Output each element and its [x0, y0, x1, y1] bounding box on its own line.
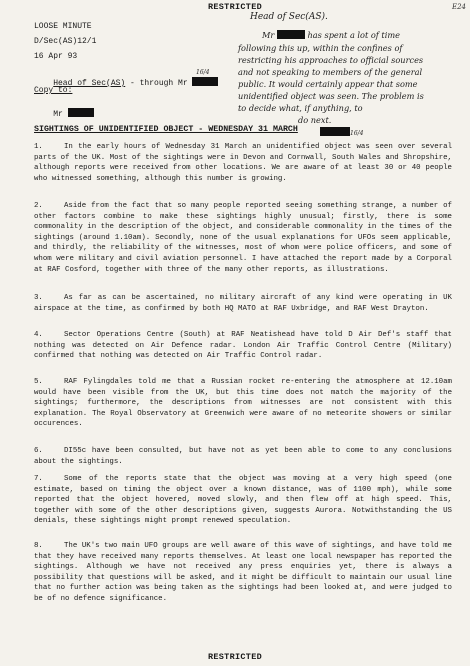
annotation-line: 16/4: [320, 127, 363, 137]
annotation-addressee: Head of Sec(AS).: [250, 12, 328, 22]
annotation-line: unidentified object was seen. The problem is: [238, 91, 424, 101]
paragraph-3: 3. As far as can be ascertained, no military aircraft of any kind were operating in UK airspace at the time, as confirmed by both HQ MATO at RAF Uxbridge, and RAF West Drayton.: [34, 294, 452, 313]
paragraph-7: 7. Some of the reports state that the object was moving at a very high speed (one estimate, based on timing the object over a known distance, was of 1100 mph), while some reported that the object hovered, moved slowly, and then flew off at high speed. This, together with some of the other descriptions given, suggests Aurora. Notwithstanding the US denials, these sightings might prompt renewed speculation.: [34, 475, 452, 526]
initials-annotation: 16/4: [196, 69, 210, 76]
classification-footer: RESTRICTED: [207, 652, 262, 662]
file-reference: D/Sec(AS)12/1: [34, 37, 97, 46]
minute-subject: SIGHTINGS OF UNIDENTIFIED OBJECT - WEDNESDAY 31 MARCH: [34, 125, 298, 134]
paragraph-6: 6. DI55c have been consulted, but have not as yet been able to come to any conclusions about the sightings.: [34, 447, 452, 466]
annotation-line: following this up, within the confines of: [238, 43, 403, 53]
minute-date: 16 Apr 93: [34, 52, 78, 61]
paragraph-1: 1. In the early hours of Wednesday 31 March an unidentified object was seen over several parts of the UK. Most of the sightings were in Devon and Cornwall, South Wales and Shropshire, although reports were received from other locations. We are aware of at least 30 or 40 people who witnessed something, although this number is growing.: [34, 143, 452, 183]
classification-header: RESTRICTED: [207, 2, 262, 12]
handwritten-annotation: [238, 12, 466, 142]
redaction: [68, 108, 94, 117]
paragraph-5: 5. RAF Fylingdales told me that a Russian rocket re-entering the atmosphere at 12.10am would have been visible from the UK, but this time does not match the majority of the sightings; furthermore, the descriptions from witnesses are not consistent with this explanation. The Royal Observatory at Greenwich were aware of no meteorite showers or similar occurences.: [34, 378, 452, 429]
addressee-line: Head of Sec(AS) - through Mr: [34, 68, 218, 97]
paragraph-4: 4. Sector Operations Centre (South) at RAF Neatishead have told D Air Def's staff that nothing was detected on Air Defence radar. London Air Traffic Control Centre (Military) confirmed that nothing was detected on Air Traffic Control radar.: [34, 331, 452, 361]
paragraph-8: 8. The UK's two main UFO groups are well aware of this wave of sightings, and have told me that they have received many reports themselves. At least one local newspaper has reported the sightings. Although we have not received any press enquiries yet, there is always a possibility that questions will be asked, and it might be difficult to maintain our usual line that no further action was being taken as the sightings had been looked at, and were judged to be of no defence significance.: [34, 542, 452, 603]
annotation-line: to decide what, if anything, to: [238, 103, 363, 113]
redaction: [320, 127, 350, 136]
redaction: [277, 30, 305, 39]
paragraph-2: 2. Aside from the fact that so many people reported seeing something strange, a number of other factors combine to make these sightings highly unusual; firstly, there is some commonality in the description of the object, and considerable commonality in the times of the sightings (around 1.10am). Secondly, none of the usual explanations for UFOs seem applicable, and thirdly, the reliability of the witnesses, most of whom were police officers, and some of whom were military and civil aviation personnel. I have attached the report made by a Corporal at RAF Cosford, together with three of the many other reports, as illustrations.: [34, 202, 452, 274]
minute-type: LOOSE MINUTE: [34, 22, 92, 31]
redaction: [192, 77, 218, 86]
through-label: through Mr: [139, 79, 188, 88]
copy-to-label: Copy to:: [34, 86, 73, 95]
page-reference: E24: [451, 3, 466, 11]
annotation-line: restricting his approaches to official sources: [238, 55, 424, 65]
annotation-line: Mr has spent a lot of time: [262, 30, 400, 40]
annotation-line: public. It would certainly appear that some: [238, 79, 418, 89]
addressee: Head of Sec(AS): [53, 79, 126, 88]
annotation-line: and not speaking to members of the general: [238, 67, 423, 77]
copy-recipient: Mr: [34, 99, 94, 128]
annotation-line: do next.: [298, 115, 332, 125]
